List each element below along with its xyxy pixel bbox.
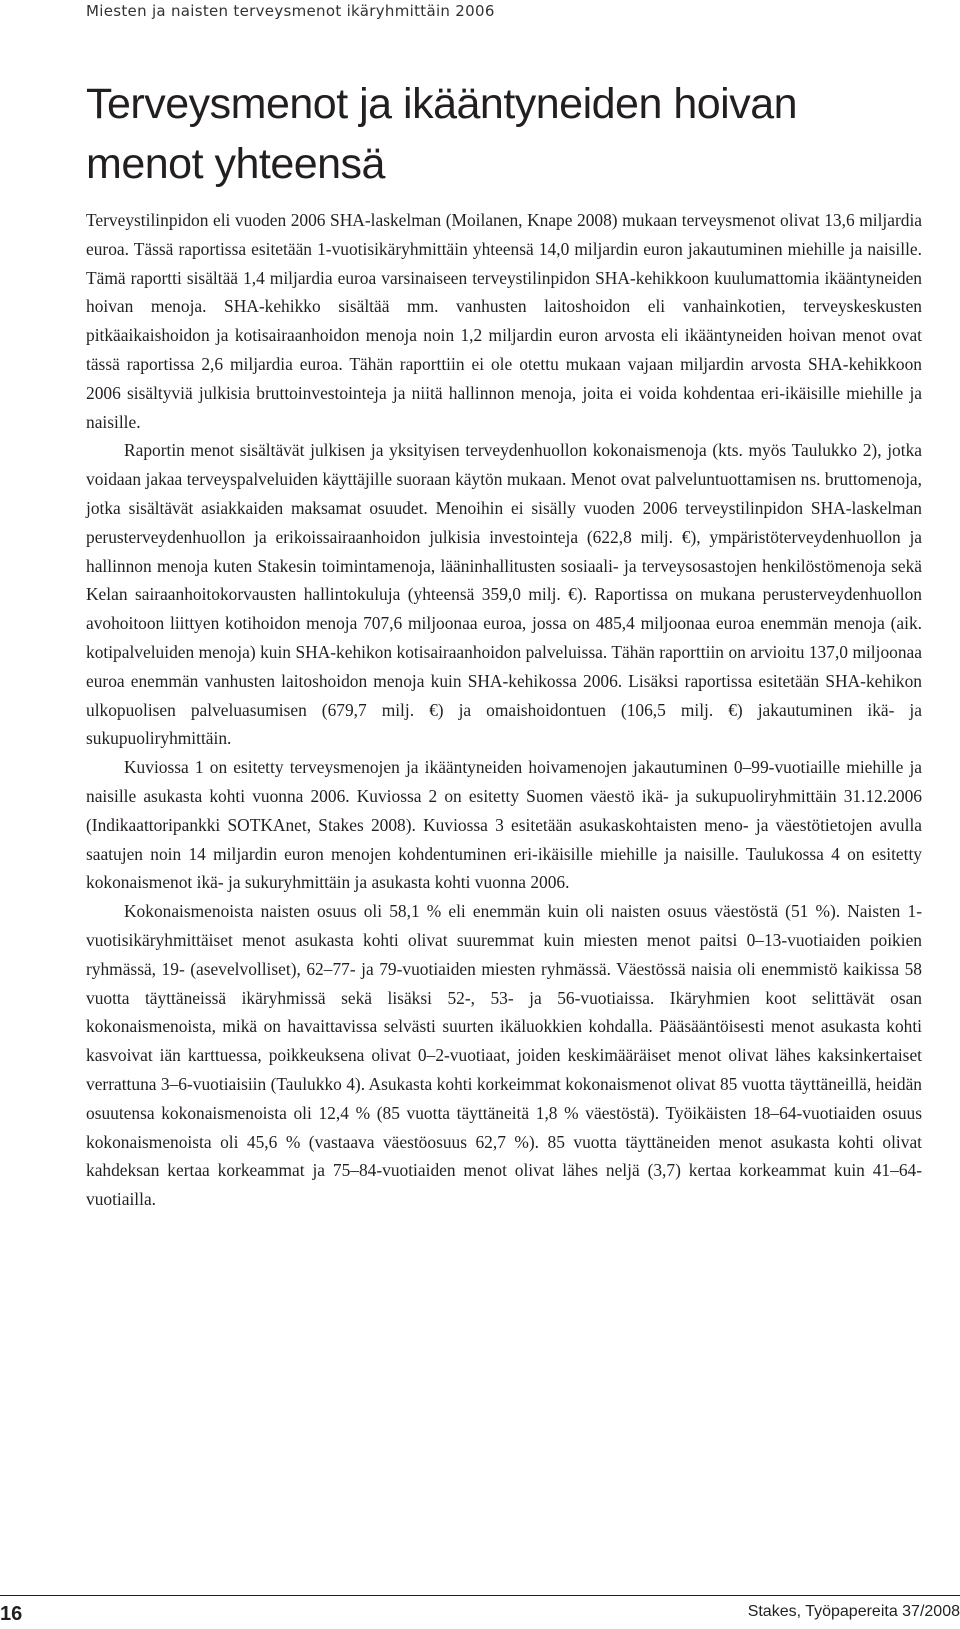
paragraph-4: Kokonaismenoista naisten osuus oli 58,1 % eli enemmän kuin oli naisten osuus väestöstä (51 %). Naisten 1-vuotisikäryhmittäiset menot asukasta kohti olivat suuremmat kuin miesten menot paitsi 0–13-vuotiaiden poikien ryhmässä, 19- (asevelvolliset), 62–77- ja 79-vuotiaiden miesten ryhmässä. Väestössä naisia oli enemmistö kaikissa 58 vuotta täyttäneissä ikäryhmissä sekä lisäksi 52-, 53- ja 56-vuotiaissa. Ikäryhmien koot selittävät osan kokonaismenoista, mikä on havaittavissa selvästi suurten ikäluokkien kohdalla. Pääsääntöisesti menot asukasta kohti kasvoivat iän karttuessa, poikkeuksena olivat 0–2-vuotiaat, joiden keskimääräiset menot olivat lähes kaksinkertaiset verrattuna 3–6-vuotiaisiin (Taulukko 4). Asukasta kohti korkeimmat kokonaismenot olivat 85 vuotta täyttäneillä, heidän osuutensa kokonaismenoista oli 12,4 % (85 vuotta täyttäneitä 1,8 % väestöstä). Työikäisten 18–64-vuotiaiden osuus kokonaismenoista oli 45,6 % (vastaava väestöosuus 62,7 %). 85 vuotta täyttäneiden menot asukasta kohti olivat kahdeksan kertaa korkeammat ja 75–84-vuotiaiden menot olivat lähes neljä (3,7) kertaa korkeammat kuin 41–64-vuotiailla. [86,901,922,1210]
footer-divider [0,1595,960,1596]
body-text [86,206,922,1214]
paragraph-1: Terveystilinpidon eli vuoden 2006 SHA-laskelman (Moilanen, Knape 2008) mukaan terveysmenot olivat 13,6 miljardia euroa. Tässä raportissa esitetään 1-vuotisikäryhmittäin yhteensä 14,0 miljardin euron jakautuminen miehille ja naisille. Tämä raportti sisältää 1,4 miljardia euroa varsinaiseen terveystilinpidon SHA-kehikkoon kuulumattomia ikääntyneiden hoivan menoja. SHA-kehikko sisältää mm. vanhusten laitoshoidon eli vanhainkotien, terveyskeskusten pitkäaikaishoidon ja kotisairaanhoidon menoja noin 1,2 miljardin euron arvosta eli ikääntyneiden hoivan menot ovat tässä raportissa 2,6 miljardia euroa. Tähän raporttiin ei ole otettu mukaan vajaan miljardin arvosta SHA-kehikkoon 2006 sisältyviä julkisia bruttoinvestointeja ja niitä hallinnon menoja, joita ei voida kohdentaa eri-ikäisille miehille ja naisille. [86,210,922,432]
page-title-line-1: Terveysmenot ja ikääntyneiden hoivan [86,80,798,128]
page-title-line-2: menot yhteensä [86,140,385,188]
paragraph-3: Kuviossa 1 on esitetty terveysmenojen ja ikääntyneiden hoivamenojen jakautuminen 0–99-vuotiaille miehille ja naisille asukasta kohti vuonna 2006. Kuviossa 2 on esitetty Suomen väestö ikä- ja sukupuoliryhmittäin 31.12.2006 (Indikaattoripankki SOTKAnet, Stakes 2008). Kuviossa 3 esitetään asukaskohtaisten meno- ja väestötietojen avulla saatujen noin 14 miljardin euron menojen kohdentuminen eri-ikäisille miehille ja naisille. Taulukossa 4 on esitetty kokonaismenot ikä- ja sukuryhmittäin ja asukasta kohti vuonna 2006. [86,757,922,893]
footer-source: Stakes, Työpapereita 37/2008 [747,1603,960,1620]
running-header: Miesten ja naisten terveysmenot ikäryhmittäin 2006 [86,2,495,20]
page-title [86,74,866,194]
paragraph-2: Raportin menot sisältävät julkisen ja yksityisen terveydenhuollon kokonaismenoja (kts. myös Taulukko 2), jotka voidaan jakaa terveyspalveluiden käyttäjille suoraan käytön mukaan. Menot ovat palveluntuottamisen ns. bruttomenoja, jotka sisältävät asiakkaiden maksamat osuudet. Menoihin ei sisälly vuoden 2006 terveystilinpidon SHA-laskelman perusterveydenhuollon ja erikoissairaanhoidon julkisia investointeja (622,8 milj. €), ympäristöterveydenhuollon ja hallinnon menoja kuten Stakesin toimintamenoja, lääninhallitusten sosiaali- ja terveysosastojen henkilöstömenoja sekä Kelan sairaanhoitokorvausten hallintokuluja (yhteensä 359,0 milj. €). Raportissa on mukana perusterveydenhuollon avohoitoon liittyen kotihoidon menoja 707,6 miljoonaa euroa, jossa on 485,4 miljoonaa euroa enemmän menoja (aik. kotipalveluiden menoja) kuin SHA-kehikon kotisairaanhoidon palveluissa. Tähän raporttiin on arvioitu 137,0 miljoonaa euroa enemmän vanhusten laitoshoidon menoja kuin SHA-kehikossa 2006. Lisäksi raportissa esitetään SHA-kehikon ulkopuolisen palveluasumisen (679,7 milj. €) ja omaishoidontuen (106,5 milj. €) jakautuminen ikä- ja sukupuoliryhmittäin. [86,440,922,749]
page-number: 16 [0,1603,23,1625]
